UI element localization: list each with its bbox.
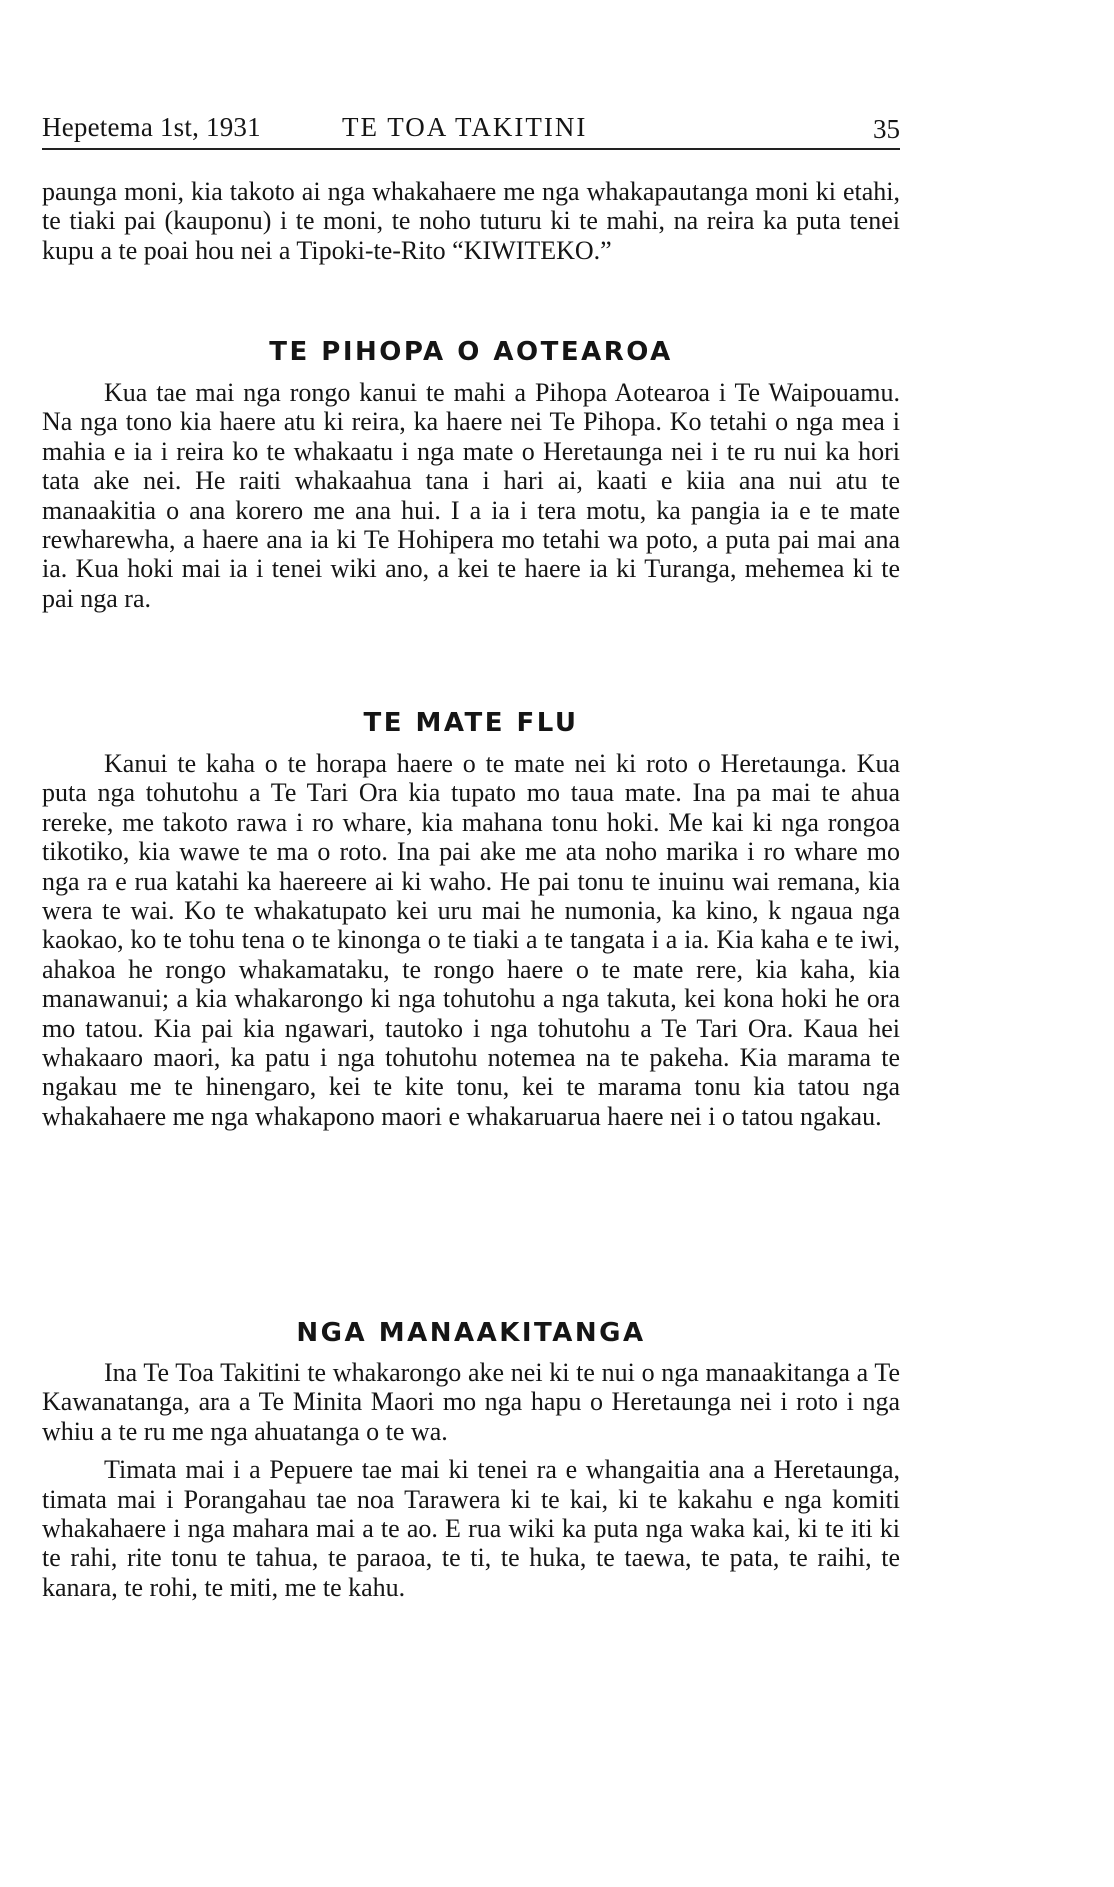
section-body-mate-flu — [42, 749, 900, 1131]
section-heading-pihopa: TE PIHOPA O AOTEAROA — [269, 337, 673, 367]
running-header — [42, 108, 900, 150]
section-heading-mate-flu: TE MATE FLU — [363, 708, 579, 738]
paragraph: Ina Te Toa Takitini te whakarongo ake nei ki te nui o nga manaakitanga a Te Kawanatanga, ara a Te Minita Maori mo nga hapu o Heretaunga nei i roto i nga whiu a te ru me nga ahuatanga o te wa. — [42, 1358, 900, 1446]
paragraph: Timata mai i a Pepuere tae mai ki tenei ra e whangaitia ana a Heretaunga, timata mai i Porangahau tae noa Tarawera ki te kai, ki te kakahu e nga komiti whakahaere i nga mahara mai a te ao. E rua wiki ka puta nga waka kai, ki te iti ki te rahi, rite tonu te tahua, te paraoa, te ti, te huka, te taewa, te pata, te raihi, te kanara, te rohi, te miti, me te kahu. — [42, 1455, 900, 1602]
section-body-pihopa — [42, 378, 900, 613]
paragraph: Kua tae mai nga rongo kanui te mahi a Pihopa Aotearoa i Te Waipouamu. Na nga tono kia haere atu ki reira, ka haere nei Te Pihopa. Ko tetahi o nga mea i mahia e ia i reira ko te whakaatu i nga mate o Heretaunga nei i te ru nui ka hori tata ake nei. He raiti whakaahua tana i hari ai, kaati e kiia ana nui atu te manaakitia o ana korero me ana hui. I a ia i tera motu, ka pangia ia e te mate rewharewha, a haere ana ia ki Te Hohipera mo tetahi wa poto, a puta pai mai ana ia. Kua hoki mai ia i tenei wiki ano, a kei te haere ia ki Turanga, mehemea ki te pai nga ra. — [42, 378, 900, 613]
continuation-paragraph: paunga moni, kia takoto ai nga whakahaere me nga whakapautanga moni ki etahi, te tiaki pai (kauponu) i te moni, te noho tuturu ki te mahi, na reira ka puta tenei kupu a te poai hou nei a Tipoki-te-Rito “KIWITEKO.” — [42, 177, 900, 265]
header-title: TE TOA TAKITINI — [342, 112, 588, 142]
section-heading-manaakitanga: NGA MANAAKITANGA — [296, 1318, 646, 1348]
page-number: 35 — [873, 114, 900, 144]
section-body-manaakitanga — [42, 1358, 900, 1602]
paragraph: Kanui te kaha o te horapa haere o te mate nei ki roto o Heretaunga. Kua puta nga tohutohu a Te Tari Ora kia tupato mo taua mate. Ina pa mai te ahua rereke, me takoto rawa i ro whare, kia mahana tonu hoki. Me kai ki nga rongoa tikotiko, kia wawe te ma o roto. Ina pai ake me ata noho marika i ro whare mo nga ra e rua katahi ka haereere ai ki waho. He pai tonu te inuinu wai remana, kia wera te wai. Ko te whakatupato kei uru mai he numonia, ka kino, k ngaua nga kaokao, ko te tohu tena o te kinonga o te tiaki a te tangata i a ia. Kia kaha e te iwi, ahakoa he rongo whakamataku, te rongo haere o te mate rere, kia kaha, kia manawanui; a kia whakarongo ki nga tohutohu a nga takuta, kei kona hoki he ora mo tatou. Kia pai kia ngawari, tautoko i nga tohutohu a Te Tari Ora. Kaua hei whakaaro maori, ka patu i nga tohutohu notemea na te pakeha. Kia marama te ngakau me te hinengaro, kei te kite tonu, kei te marama tonu kia tatou nga whakahaere me nga whakapono maori e whakaruarua haere nei i o tatou ngakau. — [42, 749, 900, 1131]
header-date: Hepetema 1st, 1931 — [42, 112, 261, 142]
continuation-block — [42, 177, 900, 265]
